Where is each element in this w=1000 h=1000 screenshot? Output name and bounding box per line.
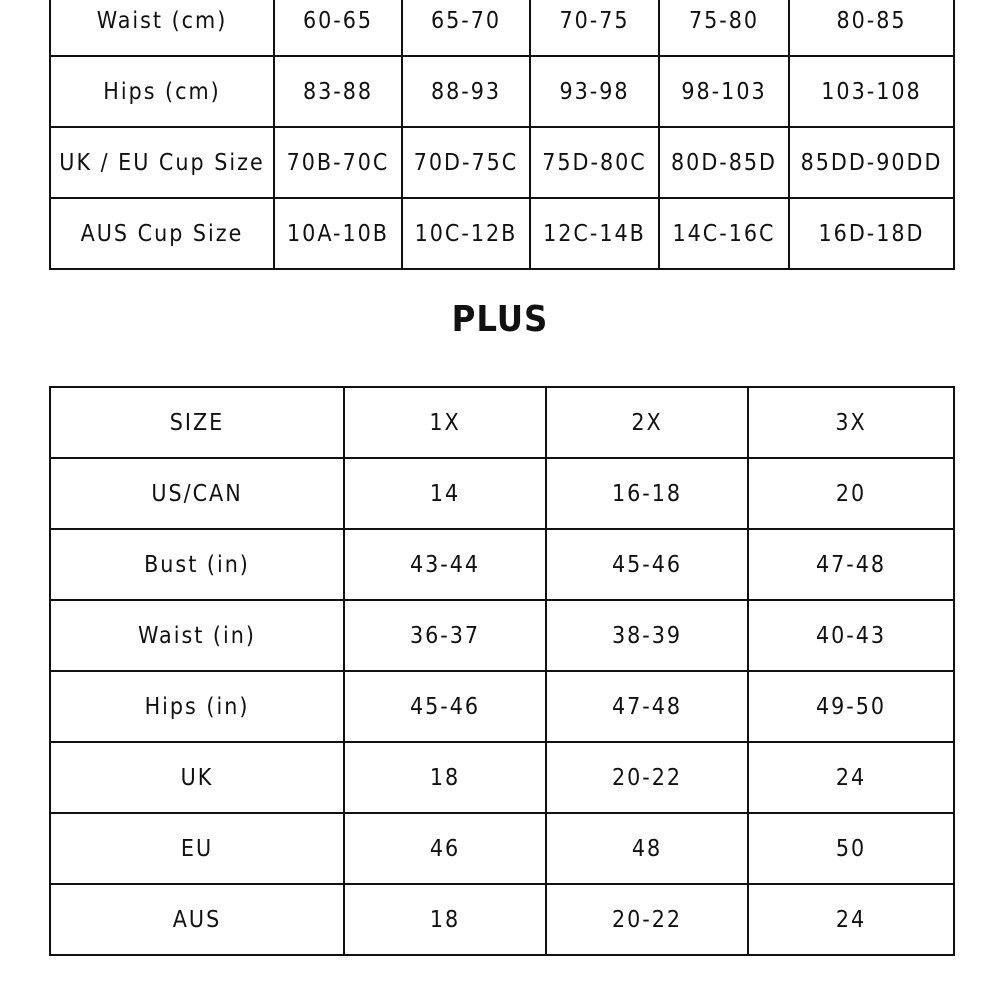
row-label-bust-in: Bust (in) <box>50 529 344 600</box>
table-cell: 83-88 <box>274 56 402 127</box>
size-chart-table-top <box>49 0 955 270</box>
table-cell: 93-98 <box>530 56 659 127</box>
table-cell: 47-48 <box>546 671 748 742</box>
row-label-aus-cup-size: AUS Cup Size <box>50 198 274 269</box>
table-row <box>50 742 954 813</box>
table-cell: 70-75 <box>530 0 659 56</box>
row-label-waist-cm: Waist (cm) <box>50 0 274 56</box>
row-label-uk-eu-cup-size: UK / EU Cup Size <box>50 127 274 198</box>
table-cell: 65-70 <box>402 0 530 56</box>
table-cell: 47-48 <box>748 529 954 600</box>
table-row <box>50 600 954 671</box>
table-cell: 14 <box>344 458 546 529</box>
row-label-hips-in: Hips (in) <box>50 671 344 742</box>
column-header: 2X <box>546 387 748 458</box>
table-cell: 10C-12B <box>402 198 530 269</box>
table-cell: 20 <box>748 458 954 529</box>
table-cell: 18 <box>344 884 546 955</box>
row-label-waist-in: Waist (in) <box>50 600 344 671</box>
table-cell: 103-108 <box>789 56 954 127</box>
table-row <box>50 671 954 742</box>
table-row <box>50 884 954 955</box>
table-cell: 75D-80C <box>530 127 659 198</box>
table-cell: 50 <box>748 813 954 884</box>
table-cell: 16-18 <box>546 458 748 529</box>
table-cell: 70D-75C <box>402 127 530 198</box>
table-cell: 16D-18D <box>789 198 954 269</box>
table-cell: 88-93 <box>402 56 530 127</box>
table-cell: 98-103 <box>659 56 789 127</box>
section-title-plus: PLUS <box>451 299 549 340</box>
table-cell: 70B-70C <box>274 127 402 198</box>
table-cell: 10A-10B <box>274 198 402 269</box>
table-row <box>50 458 954 529</box>
table-cell: 40-43 <box>748 600 954 671</box>
table-cell: 80-85 <box>789 0 954 56</box>
table-cell: 49-50 <box>748 671 954 742</box>
table-cell: 20-22 <box>546 884 748 955</box>
table-cell: 24 <box>748 884 954 955</box>
column-header: 3X <box>748 387 954 458</box>
table-row <box>50 529 954 600</box>
row-label-hips-cm: Hips (cm) <box>50 56 274 127</box>
table-row <box>50 0 954 56</box>
table-cell: 75-80 <box>659 0 789 56</box>
table-row <box>50 813 954 884</box>
table-cell: 45-46 <box>546 529 748 600</box>
row-label-eu: EU <box>50 813 344 884</box>
table-cell: 12C-14B <box>530 198 659 269</box>
table-row <box>50 56 954 127</box>
column-header: SIZE <box>50 387 344 458</box>
table-cell: 85DD-90DD <box>789 127 954 198</box>
table-cell: 46 <box>344 813 546 884</box>
table-cell: 38-39 <box>546 600 748 671</box>
table-header-row <box>50 387 954 458</box>
table-cell: 45-46 <box>344 671 546 742</box>
table-cell: 43-44 <box>344 529 546 600</box>
table-cell: 18 <box>344 742 546 813</box>
table-cell: 14C-16C <box>659 198 789 269</box>
table-cell: 36-37 <box>344 600 546 671</box>
column-header: 1X <box>344 387 546 458</box>
table-cell: 24 <box>748 742 954 813</box>
table-row <box>50 198 954 269</box>
table-cell: 20-22 <box>546 742 748 813</box>
table-cell: 60-65 <box>274 0 402 56</box>
row-label-us-can: US/CAN <box>50 458 344 529</box>
table-row <box>50 127 954 198</box>
row-label-aus: AUS <box>50 884 344 955</box>
table-cell: 48 <box>546 813 748 884</box>
row-label-uk: UK <box>50 742 344 813</box>
table-cell: 80D-85D <box>659 127 789 198</box>
size-chart-table-plus <box>49 386 955 956</box>
